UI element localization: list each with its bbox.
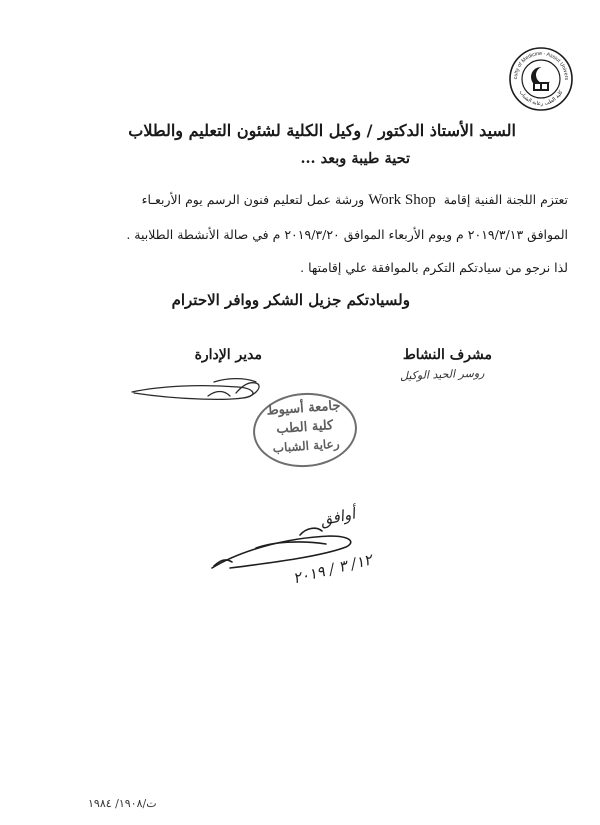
faculty-seal-icon [508,46,574,112]
body-line-2: الموافق ٢٠١٩/٣/١٣ م ويوم الأربعاء الموافق ٢٠١٩/٣/٢٠ م في صالة الأنشطة الطلابية . [126,227,568,242]
body-line-1 [28,192,568,208]
stamp-line-1: جامعة أسيوط [266,398,341,419]
footer-reference: ت/١٩٠٨/ ١٩٨٤ [88,797,157,810]
official-stamp [251,389,360,470]
supervisor-handwritten-name: روسر الحيد الوكيل [399,366,485,383]
body-line-3: لذا نرجو من سيادتكم التكرم بالموافقة علي إقامتها . [300,260,568,275]
approval-date: ١٢/ ٣ / ٢٠١٩ [291,550,374,588]
logo-top-text: culty of Medicine - Assiut Univers [512,50,570,81]
supervisor-title: مشرف النشاط [402,347,492,363]
director-title: مدير الإدارة [194,347,262,363]
workshop-term: Work Shop [368,192,436,208]
closing-line: ولسيادتكم جزيل الشكر ووافر الاحترام [171,291,410,309]
body-line-1-rest: ورشة عمل لتعليم فنون الرسم يوم الأربعـاء [141,192,365,207]
faculty-logo [508,46,574,112]
body-line-1-intro: تعتزم اللجنة الفنية إقامة [443,192,568,207]
salutation-heading: السيد الأستاذ الدكتور / وكيل الكلية لشئون التعليم والطلاب [128,121,516,140]
approval-note: أوافق [318,504,357,530]
logo-bottom-text: كلية الطب رعاية الشباب [517,89,565,108]
stamp-line-2: كلية الطب [275,418,334,437]
stamp-line-3: رعاية الشباب [272,436,340,456]
director-signature [132,379,259,400]
greeting-line: تحية طيبة وبعد ... [300,150,410,167]
